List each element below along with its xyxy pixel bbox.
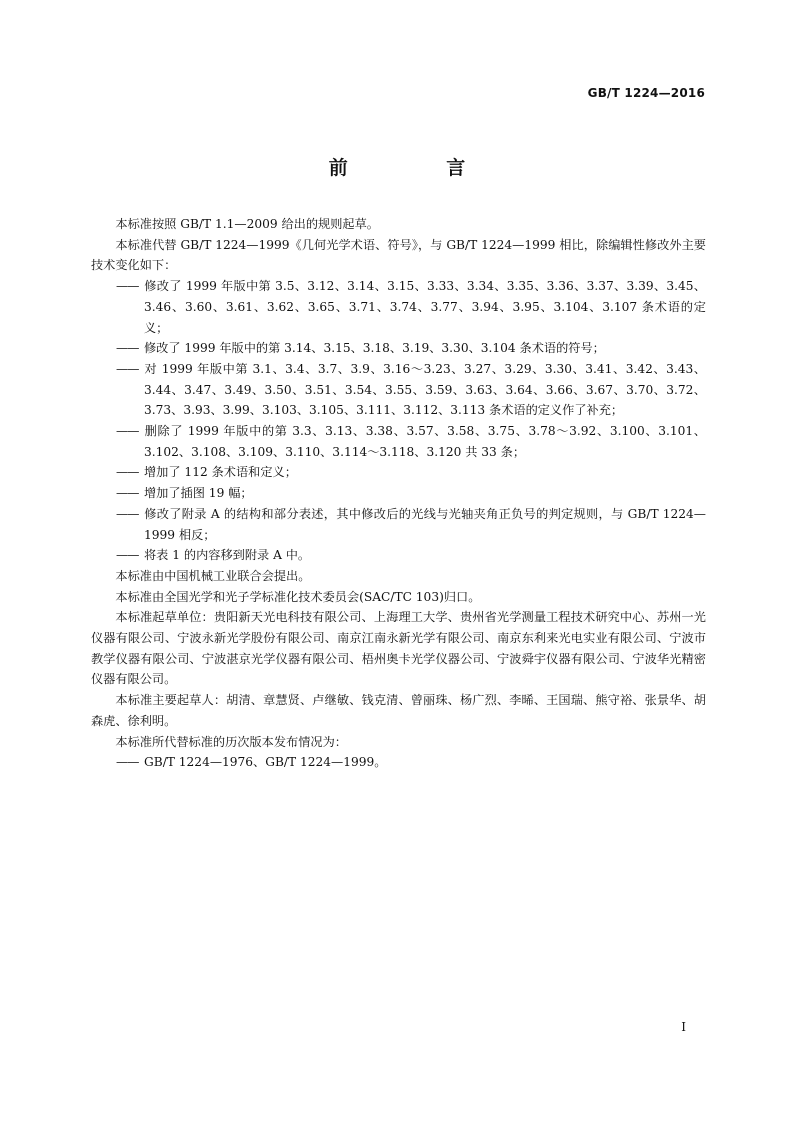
- history-item: [91, 752, 706, 773]
- change-item: [91, 545, 706, 566]
- dash-marker: ——: [116, 341, 139, 356]
- page-title: 前 言: [328, 157, 512, 179]
- paragraph-committee: 本标准由全国光学和光子学标准化技术委员会(SAC/TC 103)归口。: [115, 589, 481, 604]
- dash-marker: ——: [116, 755, 139, 770]
- paragraph-history-intro: 本标准所代替标准的历次版本发布情况为：: [115, 734, 347, 749]
- paragraph-proposer: 本标准由中国机械工业联合会提出。: [115, 568, 311, 583]
- dash-marker: ——: [116, 506, 139, 521]
- standard-code: GB/T 1224—2016: [587, 86, 705, 100]
- change-item: [91, 483, 706, 504]
- dash-marker: ——: [116, 361, 139, 376]
- dash-marker: ——: [116, 279, 139, 294]
- dash-marker: ——: [116, 548, 139, 563]
- page-number: I: [681, 1020, 686, 1034]
- change-item-text: 将表 1 的内容移到附录 A 中。: [144, 548, 311, 563]
- change-item-text: 对 1999 年版中第 3.1、3.4、3.7、3.9、3.16～3.23、3.27、3.29、3.30、3.41、3.42、3.43、3.44、3.47、3.49、3.50、3.51、3.54、3.55、3.59、3.63、3.64、3.66、3.67、3.70、3.72、3.73、3.93、3.99、3.103、3.105、3.111、3.112、3.113 条术语的定义作了补充；: [144, 361, 706, 418]
- paragraph-drafters: 本标准主要起草人：胡清、章慧贤、卢继敏、钱克清、曾丽珠、杨广烈、李晞、王国瑞、熊守裕、张景华、胡森虎、徐利明。: [91, 693, 706, 728]
- change-item-text: 修改了附录 A 的结构和部分表述，其中修改后的光线与光轴夹角正负号的判定规则，与 GB/T 1224—1999 相反；: [144, 506, 706, 542]
- change-item-text: 修改了 1999 年版中第 3.5、3.12、3.14、3.15、3.33、3.34、3.35、3.36、3.37、3.39、3.45、3.46、3.60、3.61、3.62、3.65、3.71、3.74、3.77、3.94、3.95、3.104、3.107 条术语的定义；: [144, 279, 706, 335]
- dash-marker: ——: [116, 465, 139, 480]
- change-item: [91, 421, 706, 462]
- change-item: [91, 338, 706, 359]
- change-item-text: 增加了 112 条术语和定义；: [144, 465, 297, 480]
- dash-marker: ——: [116, 486, 139, 501]
- change-item: [91, 462, 706, 483]
- paragraph-replacement: 本标准代替 GB/T 1224—1999《几何光学术语、符号》，与 GB/T 1224—1999 相比，除编辑性修改外主要技术变化如下：: [91, 237, 706, 273]
- change-item: [91, 276, 706, 338]
- paragraph-drafting-units: 本标准起草单位：贵阳新天光电科技有限公司、上海理工大学、贵州省光学测量工程技术研究中心、苏州一光仪器有限公司、宁波永新光学股份有限公司、南京江南永新光学有限公司、南京东利来光电实业有限公司、宁波市教学仪器有限公司、宁波湛京光学仪器有限公司、梧州奥卡光学仪器公司、宁波舜宇仪器有限公司、宁波华光精密仪器有限公司。: [91, 610, 706, 687]
- dash-marker: ——: [116, 424, 139, 439]
- paragraph-drafting-rules: 本标准按照 GB/T 1.1—2009 给出的规则起草。: [115, 217, 379, 231]
- history-item-text: GB/T 1224—1976、GB/T 1224—1999。: [144, 755, 387, 770]
- change-item-text: 删除了 1999 年版中的第 3.3、3.13、3.38、3.57、3.58、3.75、3.78～3.92、3.100、3.101、3.102、3.108、3.109、3.110、3.114～3.118、3.120 共 33 条；: [144, 424, 706, 459]
- change-item: [91, 359, 706, 421]
- change-item: [91, 504, 706, 545]
- change-item-text: 增加了插图 19 幅；: [144, 486, 253, 501]
- change-item-text: 修改了 1999 年版中的第 3.14、3.15、3.18、3.19、3.30、3.104 条术语的符号；: [144, 341, 605, 356]
- foreword-body: [91, 214, 706, 773]
